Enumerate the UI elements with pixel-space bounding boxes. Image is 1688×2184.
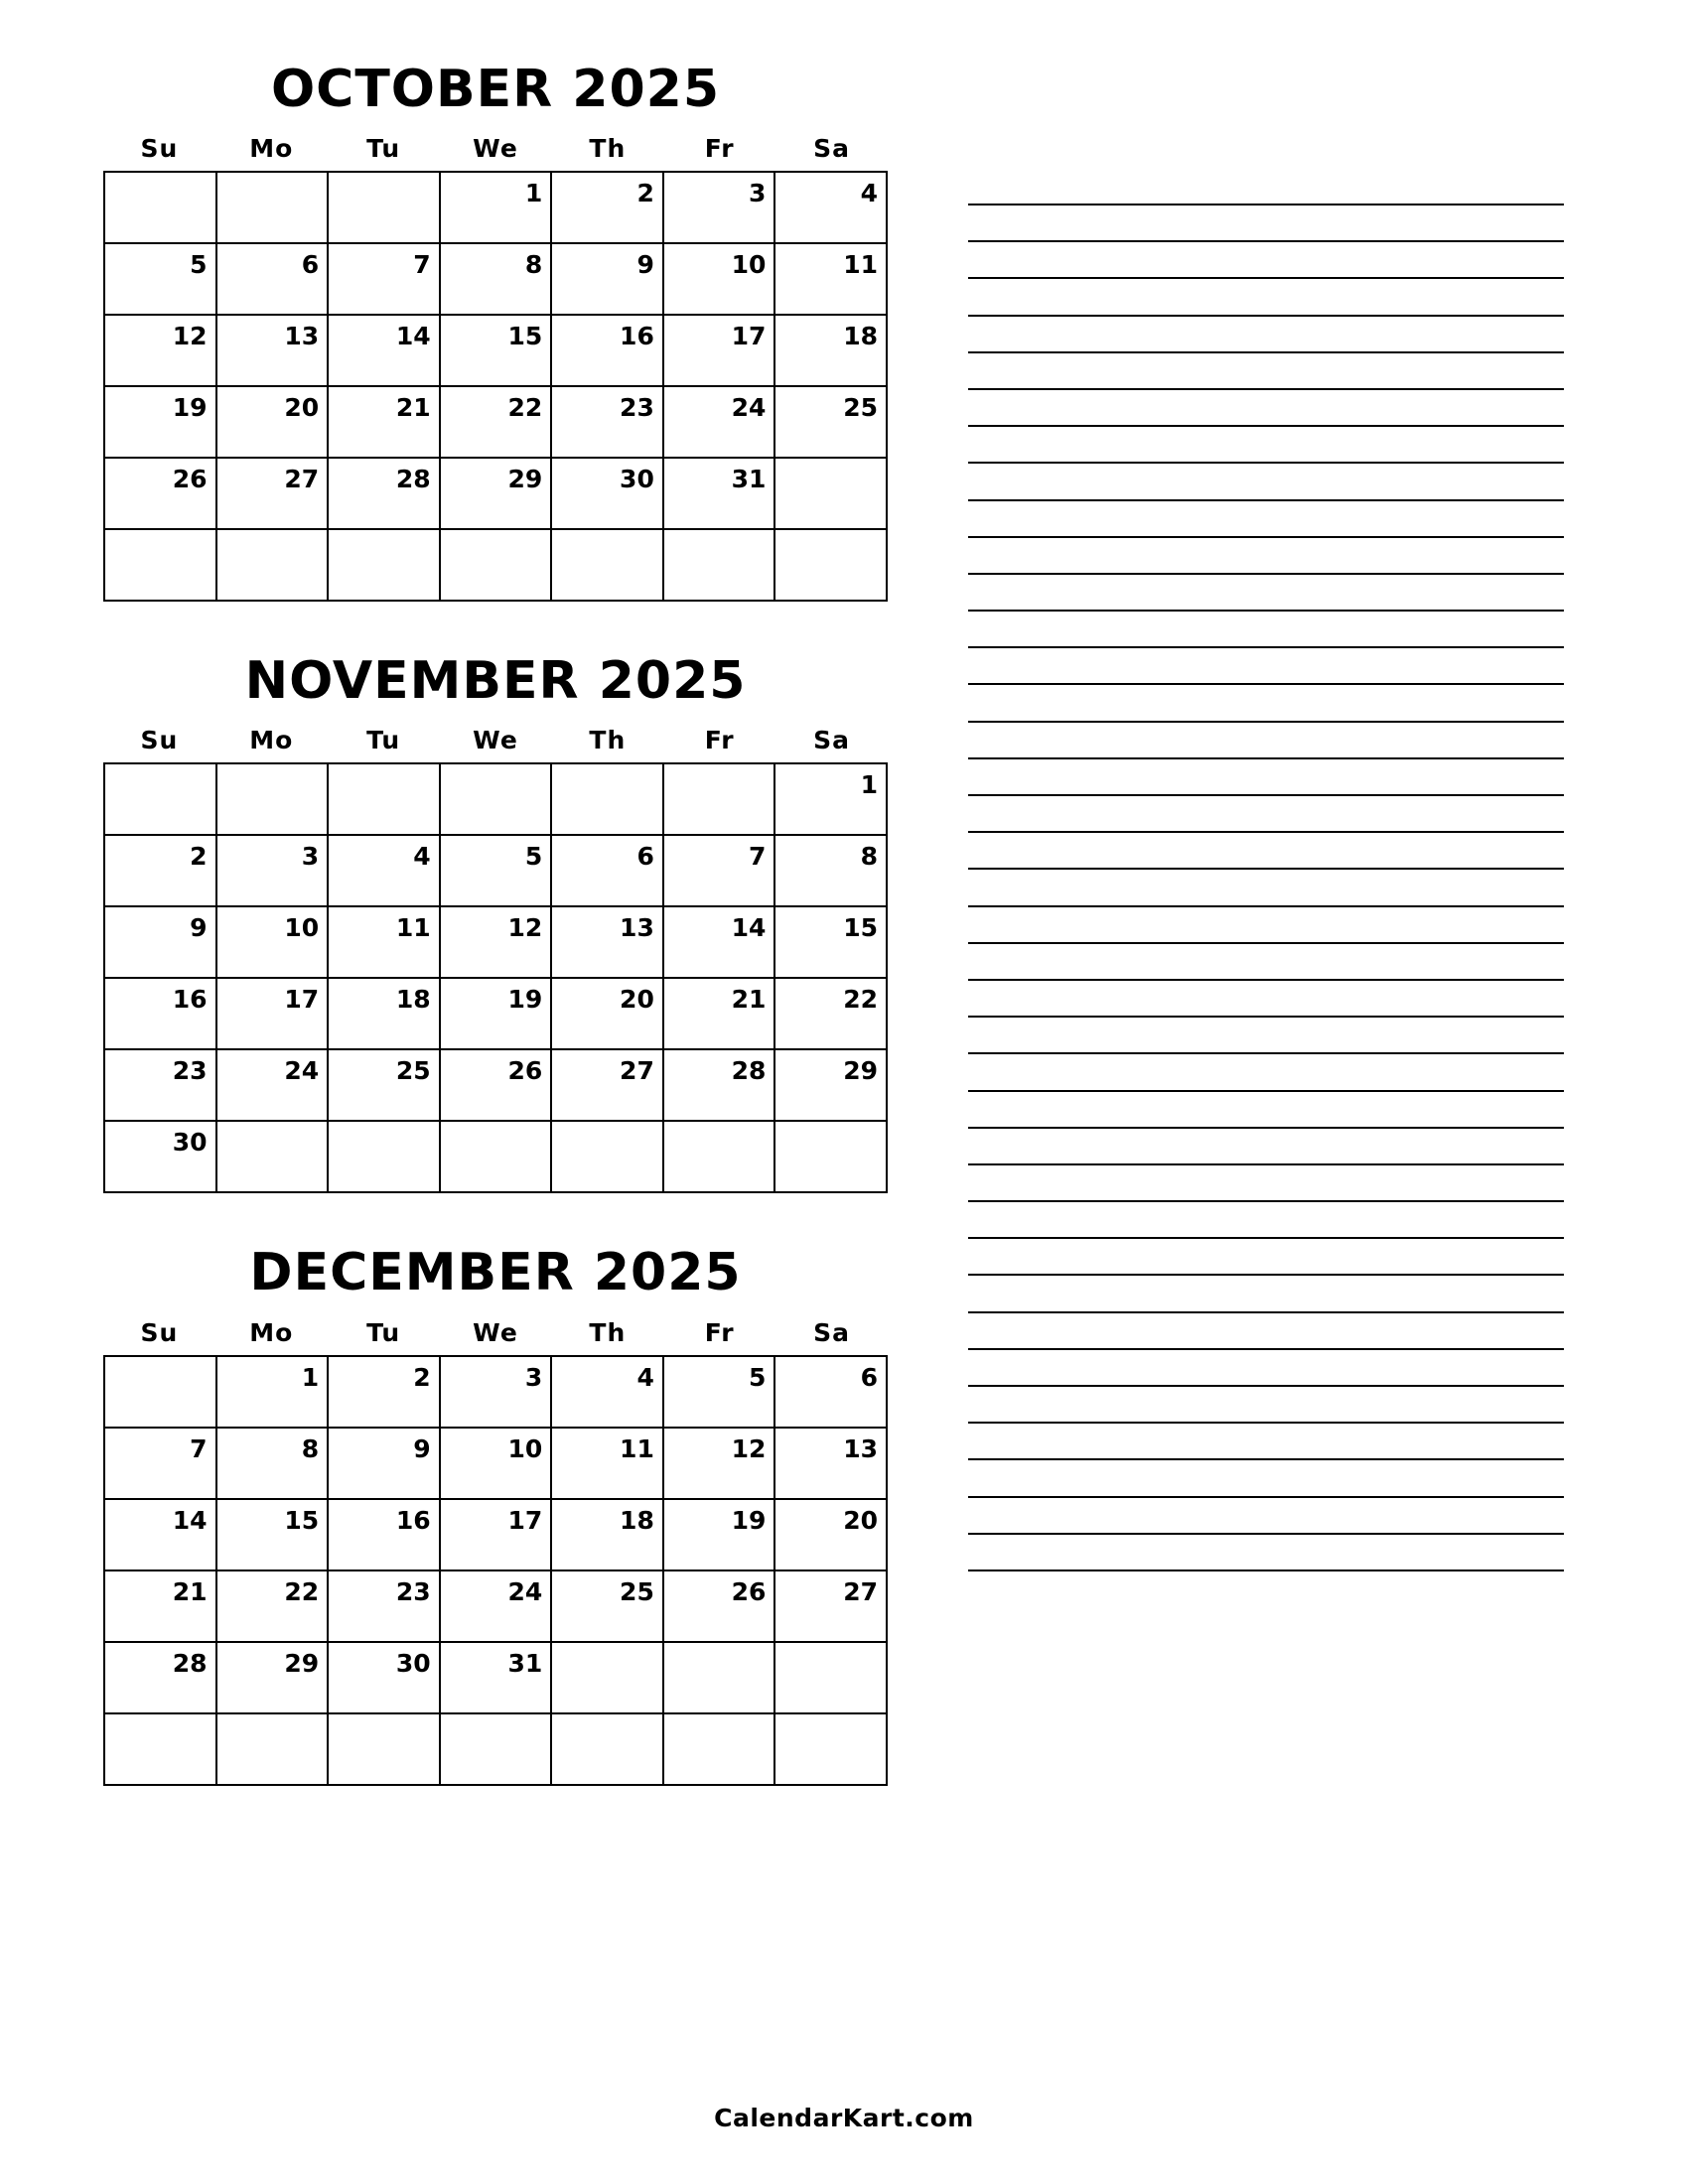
day-cell[interactable]	[664, 1050, 776, 1122]
day-number: 10	[284, 913, 320, 943]
day-cell[interactable]	[441, 979, 553, 1050]
day-cell[interactable]	[217, 459, 330, 530]
note-line	[968, 721, 1564, 723]
day-cell[interactable]	[552, 1571, 664, 1643]
day-cell[interactable]	[441, 1500, 553, 1571]
day-cell[interactable]	[775, 173, 888, 244]
month-block	[103, 1245, 888, 1785]
day-number: 22	[284, 1576, 320, 1606]
day-cell[interactable]	[552, 1643, 664, 1714]
day-number: 6	[636, 842, 654, 872]
day-number: 26	[507, 1056, 543, 1086]
day-cell[interactable]	[217, 530, 330, 602]
day-number: 9	[190, 913, 208, 943]
day-cell[interactable]	[217, 244, 330, 316]
weekday-label: Fr	[704, 134, 735, 164]
day-cell[interactable]	[552, 316, 664, 387]
day-number: 15	[507, 322, 543, 351]
day-number: 6	[301, 250, 320, 280]
day-cell[interactable]	[775, 907, 888, 979]
day-number: 4	[636, 1362, 654, 1392]
day-number: 7	[190, 1433, 208, 1463]
day-number: 13	[620, 913, 654, 943]
day-cell[interactable]	[664, 459, 776, 530]
day-cell[interactable]	[441, 459, 553, 530]
weekday-label: Sa	[813, 134, 850, 164]
day-number: 31	[507, 1648, 543, 1678]
day-cell[interactable]	[775, 1571, 888, 1643]
day-cell[interactable]	[775, 530, 888, 602]
day-number: 24	[284, 1056, 320, 1086]
day-number: 29	[284, 1648, 320, 1678]
day-number: 25	[395, 1056, 431, 1086]
day-cell[interactable]	[664, 387, 776, 459]
day-cell[interactable]	[441, 907, 553, 979]
day-number: 1	[301, 1362, 320, 1392]
note-line	[968, 1163, 1564, 1165]
month-block	[103, 62, 888, 602]
month-title: NOVEMBER 2025	[244, 651, 747, 712]
day-number: 12	[731, 1433, 767, 1463]
note-line	[968, 757, 1564, 759]
day-cell[interactable]	[329, 244, 441, 316]
day-cell[interactable]	[329, 1429, 441, 1500]
weekday-label: Sa	[813, 726, 850, 755]
day-number: 11	[843, 250, 878, 280]
day-cell[interactable]	[441, 1357, 553, 1429]
day-cell[interactable]	[105, 1429, 217, 1500]
day-cell[interactable]	[441, 530, 553, 602]
day-number: 23	[620, 393, 654, 423]
weekday-label: We	[473, 1317, 518, 1347]
weekday-header-row	[103, 1318, 888, 1347]
day-cell[interactable]	[552, 1429, 664, 1500]
day-cell[interactable]	[105, 1050, 217, 1122]
day-cell[interactable]	[329, 1050, 441, 1122]
day-cell[interactable]	[105, 1571, 217, 1643]
month-title: OCTOBER 2025	[270, 60, 721, 119]
weekday-label: Mo	[249, 726, 294, 755]
day-cell[interactable]	[664, 530, 776, 602]
weekday-label: Th	[589, 134, 627, 164]
weekday-label: Sa	[813, 1317, 850, 1347]
day-number: 11	[620, 1433, 654, 1463]
day-cell[interactable]	[329, 836, 441, 907]
day-number: 4	[860, 179, 878, 208]
day-cell[interactable]	[775, 1357, 888, 1429]
day-number: 1	[860, 770, 878, 800]
day-number: 6	[860, 1362, 878, 1392]
day-number: 29	[507, 465, 543, 494]
note-line	[968, 942, 1564, 944]
note-line	[968, 204, 1564, 205]
day-number: 15	[843, 913, 878, 943]
day-cell[interactable]	[329, 387, 441, 459]
day-number: 5	[524, 842, 543, 872]
day-number: 14	[395, 322, 431, 351]
note-line	[968, 1570, 1564, 1571]
day-cell[interactable]	[217, 1429, 330, 1500]
day-number: 17	[731, 322, 767, 351]
day-cell[interactable]	[105, 244, 217, 316]
day-number: 8	[301, 1433, 320, 1463]
day-cell[interactable]	[664, 907, 776, 979]
weekday-label: Fr	[704, 1317, 735, 1347]
day-cell[interactable]	[105, 836, 217, 907]
day-cell[interactable]	[664, 1429, 776, 1500]
day-cell[interactable]	[775, 1714, 888, 1786]
note-line	[968, 351, 1564, 353]
note-line	[968, 868, 1564, 870]
day-number: 8	[524, 250, 543, 280]
weekday-label: We	[473, 134, 518, 164]
day-number: 13	[843, 1433, 878, 1463]
day-number: 18	[620, 1505, 654, 1535]
day-cell[interactable]	[217, 1122, 330, 1193]
day-cell[interactable]	[329, 907, 441, 979]
day-cell[interactable]	[441, 764, 553, 836]
month-block	[103, 653, 888, 1193]
day-cell[interactable]	[329, 530, 441, 602]
weekday-label: Mo	[249, 1317, 294, 1347]
day-cell[interactable]	[775, 1050, 888, 1122]
note-line	[968, 979, 1564, 981]
day-number: 2	[190, 842, 208, 872]
day-cell[interactable]	[664, 1643, 776, 1714]
day-cell[interactable]	[775, 244, 888, 316]
day-number: 17	[507, 1505, 543, 1535]
day-cell[interactable]	[775, 459, 888, 530]
day-cell[interactable]	[105, 530, 217, 602]
day-cell[interactable]	[329, 764, 441, 836]
day-number: 30	[172, 1128, 208, 1158]
day-cell[interactable]	[552, 836, 664, 907]
day-cell[interactable]	[105, 459, 217, 530]
day-number: 5	[749, 1362, 767, 1392]
day-cell[interactable]	[775, 1429, 888, 1500]
day-number: 12	[507, 913, 543, 943]
day-number: 27	[843, 1576, 878, 1606]
day-number: 3	[524, 1362, 543, 1392]
note-line	[968, 315, 1564, 317]
weekday-label: Th	[589, 726, 627, 755]
day-number: 3	[301, 842, 320, 872]
day-number: 2	[636, 179, 654, 208]
day-cell[interactable]	[664, 1357, 776, 1429]
day-cell[interactable]	[217, 387, 330, 459]
day-cell[interactable]	[552, 764, 664, 836]
day-number: 23	[395, 1576, 431, 1606]
day-cell[interactable]	[552, 1122, 664, 1193]
day-cell[interactable]	[441, 1643, 553, 1714]
month-grid	[103, 1355, 888, 1786]
weekday-label: Tu	[366, 1317, 401, 1347]
day-cell[interactable]	[105, 1643, 217, 1714]
day-cell[interactable]	[552, 459, 664, 530]
day-cell[interactable]	[105, 907, 217, 979]
day-cell[interactable]	[775, 836, 888, 907]
day-number: 20	[620, 985, 654, 1015]
day-number: 23	[172, 1056, 208, 1086]
day-cell[interactable]	[217, 1571, 330, 1643]
day-cell[interactable]	[329, 1643, 441, 1714]
day-number: 14	[731, 913, 767, 943]
day-cell[interactable]	[329, 459, 441, 530]
day-number: 13	[284, 322, 320, 351]
day-cell[interactable]	[217, 1050, 330, 1122]
day-number: 9	[636, 250, 654, 280]
day-cell[interactable]	[105, 173, 217, 244]
day-cell[interactable]	[775, 1122, 888, 1193]
day-number: 7	[413, 250, 431, 280]
note-line	[968, 499, 1564, 501]
day-number: 10	[507, 1433, 543, 1463]
weekday-label: Th	[589, 1317, 627, 1347]
calendar-column	[103, 62, 888, 1838]
day-cell[interactable]	[552, 387, 664, 459]
day-cell[interactable]	[775, 979, 888, 1050]
day-cell[interactable]	[552, 530, 664, 602]
day-cell[interactable]	[329, 173, 441, 244]
day-cell[interactable]	[217, 1500, 330, 1571]
day-cell[interactable]	[217, 907, 330, 979]
day-number: 7	[749, 842, 767, 872]
day-cell[interactable]	[552, 1050, 664, 1122]
day-cell[interactable]	[775, 316, 888, 387]
day-cell[interactable]	[664, 764, 776, 836]
day-number: 28	[395, 465, 431, 494]
day-cell[interactable]	[441, 1050, 553, 1122]
day-number: 1	[524, 179, 543, 208]
note-line	[968, 240, 1564, 242]
day-number: 28	[731, 1056, 767, 1086]
day-number: 10	[731, 250, 767, 280]
day-cell[interactable]	[664, 316, 776, 387]
day-number: 20	[284, 393, 320, 423]
day-cell[interactable]	[105, 1500, 217, 1571]
day-number: 2	[413, 1362, 431, 1392]
day-cell[interactable]	[329, 1714, 441, 1786]
day-cell[interactable]	[441, 244, 553, 316]
day-number: 26	[172, 465, 208, 494]
day-cell[interactable]	[217, 173, 330, 244]
day-cell[interactable]	[664, 244, 776, 316]
day-number: 29	[843, 1056, 878, 1086]
note-line	[968, 1274, 1564, 1276]
note-line	[968, 1311, 1564, 1313]
day-cell[interactable]	[217, 836, 330, 907]
day-cell[interactable]	[775, 764, 888, 836]
note-line	[968, 1052, 1564, 1054]
day-number: 22	[507, 393, 543, 423]
weekday-label: Fr	[704, 726, 735, 755]
day-number: 9	[413, 1433, 431, 1463]
day-cell[interactable]	[441, 836, 553, 907]
day-cell[interactable]	[441, 387, 553, 459]
note-line	[968, 1458, 1564, 1460]
weekday-label: We	[473, 726, 518, 755]
day-cell[interactable]	[329, 1357, 441, 1429]
day-cell[interactable]	[105, 1714, 217, 1786]
day-cell[interactable]	[552, 979, 664, 1050]
weekday-header-row	[103, 726, 888, 754]
day-cell[interactable]	[664, 173, 776, 244]
weekday-label: Tu	[366, 134, 401, 164]
note-line	[968, 1200, 1564, 1202]
day-number: 26	[731, 1576, 767, 1606]
day-cell[interactable]	[105, 387, 217, 459]
note-line	[968, 388, 1564, 390]
weekday-header-row	[103, 134, 888, 163]
day-cell[interactable]	[217, 316, 330, 387]
day-cell[interactable]	[441, 316, 553, 387]
day-number: 5	[190, 250, 208, 280]
day-number: 3	[749, 179, 767, 208]
day-number: 27	[284, 465, 320, 494]
note-line	[968, 1385, 1564, 1387]
note-line	[968, 1016, 1564, 1018]
note-line	[968, 1090, 1564, 1092]
note-line	[968, 831, 1564, 833]
day-cell[interactable]	[441, 1122, 553, 1193]
day-cell[interactable]	[664, 836, 776, 907]
day-number: 16	[620, 322, 654, 351]
day-number: 4	[413, 842, 431, 872]
day-cell[interactable]	[105, 1122, 217, 1193]
note-line	[968, 1127, 1564, 1129]
day-cell[interactable]	[664, 979, 776, 1050]
weekday-label: Su	[140, 726, 179, 755]
note-line	[968, 536, 1564, 538]
day-cell[interactable]	[664, 1122, 776, 1193]
day-cell[interactable]	[552, 1500, 664, 1571]
day-cell[interactable]	[664, 1500, 776, 1571]
day-cell[interactable]	[217, 764, 330, 836]
day-cell[interactable]	[552, 244, 664, 316]
day-cell[interactable]	[329, 1122, 441, 1193]
day-number: 31	[731, 465, 767, 494]
day-number: 12	[172, 322, 208, 351]
day-number: 15	[284, 1505, 320, 1535]
day-number: 27	[620, 1056, 654, 1086]
day-cell[interactable]	[329, 1571, 441, 1643]
note-line	[968, 683, 1564, 685]
note-line	[968, 646, 1564, 648]
day-number: 14	[172, 1505, 208, 1535]
day-cell[interactable]	[664, 1571, 776, 1643]
day-number: 28	[172, 1648, 208, 1678]
note-line	[968, 425, 1564, 427]
day-number: 8	[860, 842, 878, 872]
day-cell[interactable]	[552, 907, 664, 979]
weekday-label: Su	[140, 134, 179, 164]
note-line	[968, 1496, 1564, 1498]
day-cell[interactable]	[217, 1714, 330, 1786]
day-cell[interactable]	[441, 1571, 553, 1643]
day-cell[interactable]	[217, 1643, 330, 1714]
notes-column	[968, 204, 1564, 1606]
day-number: 30	[395, 1648, 431, 1678]
day-number: 19	[507, 985, 543, 1015]
day-cell[interactable]	[217, 1357, 330, 1429]
day-number: 20	[843, 1505, 878, 1535]
day-cell[interactable]	[105, 316, 217, 387]
day-number: 17	[284, 985, 320, 1015]
day-cell[interactable]	[441, 173, 553, 244]
day-number: 30	[620, 465, 654, 494]
day-number: 11	[395, 913, 431, 943]
month-grid	[103, 171, 888, 602]
note-line	[968, 1422, 1564, 1424]
day-cell[interactable]	[329, 1500, 441, 1571]
day-number: 24	[731, 393, 767, 423]
note-line	[968, 1533, 1564, 1535]
day-number: 18	[395, 985, 431, 1015]
day-number: 21	[172, 1576, 208, 1606]
day-cell[interactable]	[441, 1429, 553, 1500]
day-cell[interactable]	[329, 979, 441, 1050]
day-cell[interactable]	[217, 979, 330, 1050]
month-grid	[103, 762, 888, 1193]
footer-brand: CalendarKart.com	[714, 2104, 974, 2132]
day-cell[interactable]	[775, 1500, 888, 1571]
day-number: 25	[843, 393, 878, 423]
day-cell[interactable]	[105, 979, 217, 1050]
month-title: DECEMBER 2025	[249, 1243, 742, 1303]
note-line	[968, 462, 1564, 464]
day-cell[interactable]	[105, 764, 217, 836]
note-line	[968, 905, 1564, 907]
weekday-label: Tu	[366, 726, 401, 755]
day-cell[interactable]	[664, 1714, 776, 1786]
day-cell[interactable]	[441, 1714, 553, 1786]
day-cell[interactable]	[329, 316, 441, 387]
day-number: 21	[731, 985, 767, 1015]
note-line	[968, 1237, 1564, 1239]
day-number: 22	[843, 985, 878, 1015]
note-line	[968, 573, 1564, 575]
note-line	[968, 277, 1564, 279]
day-number: 25	[620, 1576, 654, 1606]
weekday-label: Su	[140, 1317, 179, 1347]
day-number: 16	[395, 1505, 431, 1535]
day-number: 21	[395, 393, 431, 423]
weekday-label: Mo	[249, 134, 294, 164]
day-number: 19	[172, 393, 208, 423]
note-line	[968, 610, 1564, 612]
note-line	[968, 1348, 1564, 1350]
day-cell[interactable]	[552, 1714, 664, 1786]
day-number: 18	[843, 322, 878, 351]
note-line	[968, 794, 1564, 796]
day-cell[interactable]	[105, 1357, 217, 1429]
day-number: 19	[731, 1505, 767, 1535]
day-number: 16	[172, 985, 208, 1015]
day-cell[interactable]	[775, 1643, 888, 1714]
day-cell[interactable]	[552, 1357, 664, 1429]
day-cell[interactable]	[775, 387, 888, 459]
day-number: 24	[507, 1576, 543, 1606]
day-cell[interactable]	[552, 173, 664, 244]
